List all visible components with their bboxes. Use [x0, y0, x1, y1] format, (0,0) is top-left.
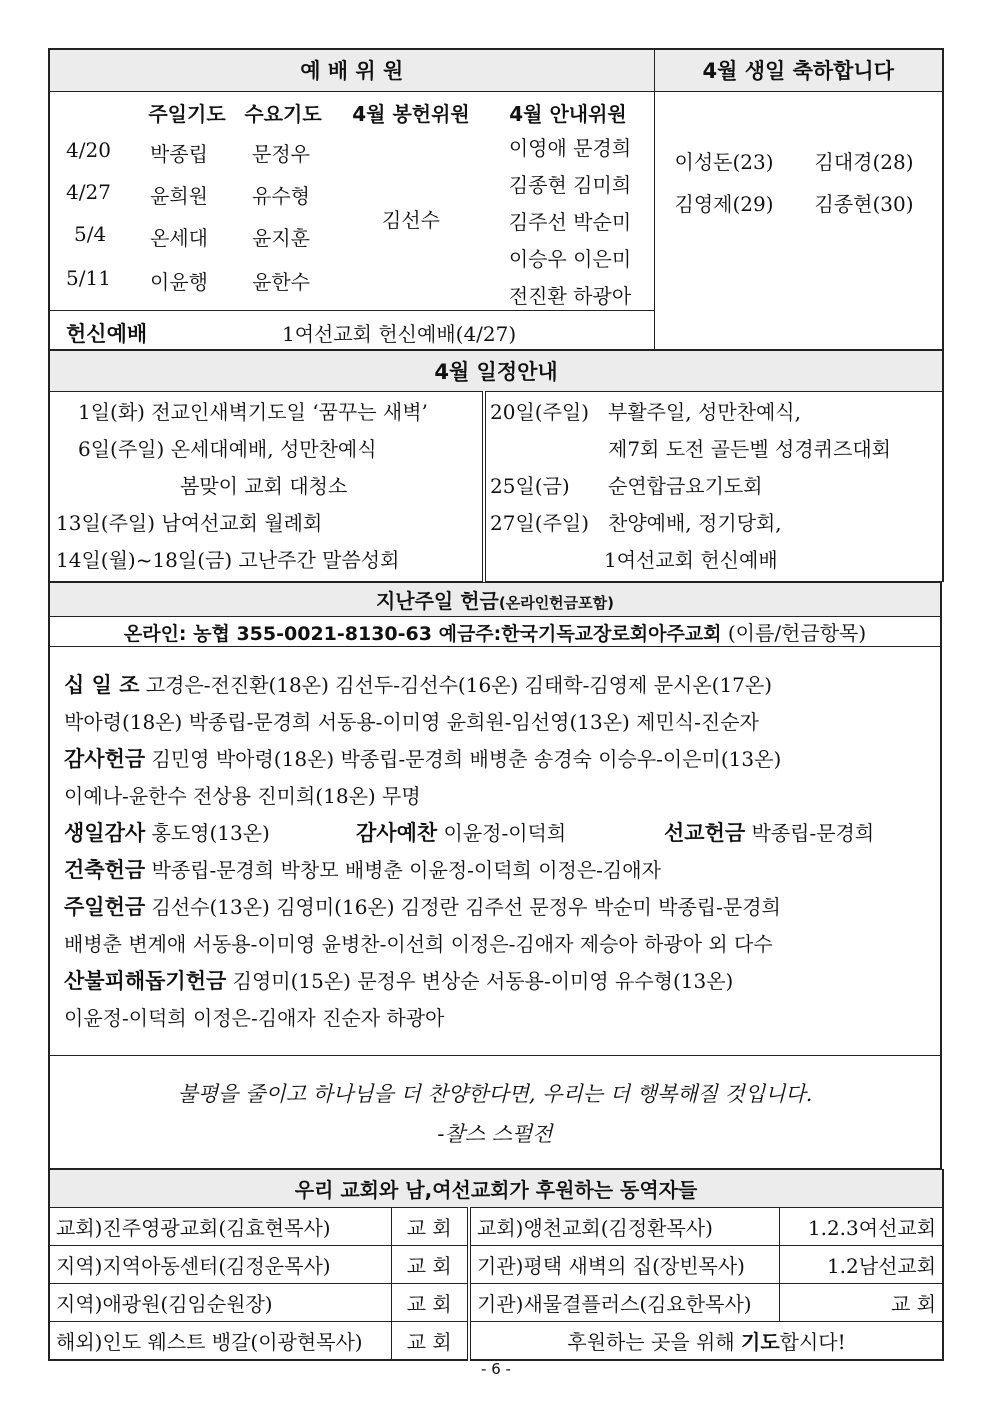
offering-details: [49, 646, 941, 1055]
row-sunday: 온세대: [150, 225, 208, 250]
schedule-item: 봄맞이 교회 대청소: [180, 473, 348, 498]
support-name: 기관)평택 새벽의 집(장빈목사): [469, 1245, 779, 1283]
usher-pair: 이승우 이은미: [508, 246, 632, 271]
support-sponsor: 교 회: [391, 1207, 469, 1245]
offering-title-cell: [49, 582, 941, 616]
row-wednesday: 문정우: [252, 141, 310, 166]
ushers-list: [498, 130, 642, 315]
mission-label: 선교헌금: [664, 820, 746, 845]
offering-title-small: (온라인헌금포함): [498, 593, 615, 612]
offering-title: 지난주일 헌금: [375, 588, 499, 613]
tithe-line: 고경은-전진환(18온) 김선두-김선수(16온) 김태학-김영제 문시온(17온): [139, 672, 773, 697]
schedule-text: 부활주일, 성만찬예식,: [608, 399, 801, 424]
support-title: 우리 교회와 남,여선교회가 후원하는 동역자들: [49, 1169, 943, 1207]
quote-text: 불평을 줄이고 하나님을 더 찬양한다면, 우리는 더 행복해질 것입니다.: [177, 1081, 813, 1106]
dedication-row: [50, 310, 654, 349]
schedule-left: [49, 391, 484, 581]
birthday-name: 이성돈(23): [674, 149, 774, 174]
birthday-thanks-label: 생일감사: [64, 820, 146, 845]
mission-text: 박종립-문경희: [745, 820, 875, 845]
row-wednesday: 윤한수: [252, 269, 310, 294]
usher-pair: 이영애 문경희: [508, 135, 632, 160]
schedule-text: 찬양예배, 정기당회,: [608, 510, 782, 535]
page-number: - 6 -: [481, 1360, 511, 1378]
schedule-item: 6일(주일) 온세대예배, 성만찬예식: [78, 436, 377, 461]
sunday-offering-label: 주일헌금: [64, 894, 146, 919]
row-date: 4/27: [66, 179, 111, 204]
support-sponsor: 교 회: [391, 1245, 469, 1283]
schedule-text: 순연합금요기도회: [608, 473, 763, 498]
support-name: 교회)앵천교회(김정환목사): [469, 1207, 779, 1245]
row-sunday: 윤희원: [150, 183, 208, 208]
support-name: 해외)인도 웨스트 뱅갈(이광현목사): [49, 1321, 391, 1360]
dedication-value: 1여선교회 헌신예배(4/27): [282, 321, 517, 346]
support-name: 교회)진주영광교회(김효현목사): [49, 1207, 391, 1245]
schedule-date: 25일(금): [490, 473, 570, 498]
offering-member: 김선수: [382, 207, 440, 232]
row-date: 5/11: [66, 265, 111, 290]
row-date: 5/4: [74, 221, 107, 246]
thanks-line: 이예나-윤한수 전상용 진미희(18온) 무명: [64, 783, 421, 808]
birthday-name: 김종현(30): [814, 191, 914, 216]
support-sponsor: 교 회: [391, 1283, 469, 1321]
wildfire-line: 이윤정-이덕희 이정은-김애자 진순자 하광아: [64, 1005, 445, 1030]
birthday-title: 4월 생일 축하합니다: [654, 49, 943, 91]
prayer-pre: 후원하는 곳을 위해: [567, 1329, 742, 1354]
support-name: 지역)지역아동센터(김정운목사): [49, 1245, 391, 1283]
online-account: 온라인: 농협 355-0021-8130-63 예금주:한국기독교장로회아주교회: [123, 622, 722, 645]
schedule-item: 13일(주일) 남여선교회 월례회: [56, 510, 323, 535]
wildfire-label: 산불피해돕기헌금: [64, 968, 227, 993]
row-sunday: 박종립: [150, 141, 208, 166]
support-name: 기관)새물결플러스(김요한목사): [469, 1283, 779, 1321]
schedule-date: 20일(주일): [490, 399, 590, 424]
online-note: (이름/헌금항목): [721, 620, 867, 645]
offering-table: [48, 582, 942, 1169]
support-sponsor: 1.2.3여선교회: [779, 1207, 943, 1245]
schedule-right: [484, 391, 943, 581]
worship-title: 예 배 위 원: [49, 49, 654, 91]
header-sunday-prayer: 주일기도: [148, 101, 226, 126]
support-name: 지역)애광원(김임순원장): [49, 1283, 391, 1321]
prayer-post: 합시다!: [779, 1329, 846, 1354]
birthday-panel: [654, 91, 943, 349]
birthday-thanks-text: 홍도영(13온): [145, 820, 270, 845]
birthday-name: 김대경(28): [814, 149, 914, 174]
quote-cell: [49, 1055, 941, 1168]
dedication-label: 헌신예배: [66, 321, 148, 346]
usher-pair: 전진환 하광아: [508, 283, 632, 308]
row-wednesday: 유수형: [252, 183, 310, 208]
sunday-offering-line: 김선수(13온) 김영미(16온) 김정란 김주선 문정우 박순미 박종립-문경희: [145, 894, 781, 919]
support-sponsor: 교 회: [779, 1283, 943, 1321]
support-sponsor: 교 회: [391, 1321, 469, 1360]
prayer-bold: 기도: [741, 1329, 780, 1354]
thanks-label: 감사헌금: [64, 746, 146, 771]
thanks-line: 김민영 박아령(18온) 박종립-문경희 배병춘 송경숙 이승우-이은미(13온): [145, 746, 782, 771]
wildfire-line: 김영미(15온) 문정우 변상순 서동용-이미영 유수형(13온): [226, 968, 734, 993]
building-text: 박종립-문경희 박창모 배병춘 이윤정-이덕희 이정은-김애자: [145, 857, 661, 882]
schedule-date: 27일(주일): [490, 510, 590, 535]
header-ushers: 4월 안내위원: [509, 101, 627, 126]
row-sunday: 이윤행: [150, 269, 208, 294]
birthday-name: 김영제(29): [674, 191, 774, 216]
online-account-row: [49, 616, 941, 646]
bulletin-page: [48, 48, 942, 1361]
choir-label: 감사예찬: [356, 820, 438, 845]
header-wednesday-prayer: 수요기도: [244, 101, 322, 126]
support-sponsor: 1.2남선교회: [779, 1245, 943, 1283]
schedule-text: 1여선교회 헌신예배: [604, 547, 778, 572]
support-table: [48, 1169, 944, 1361]
choir-text: 이윤정-이덕희: [437, 820, 567, 845]
schedule-text: 제7회 도전 골든벨 성경퀴즈대회: [608, 436, 891, 461]
schedule-table: [48, 350, 944, 582]
worship-panel: [49, 91, 654, 349]
quote-author: -찰스 스펄전: [437, 1121, 553, 1146]
sunday-offering-line: 배병춘 변계애 서동용-이미영 윤병찬-이선희 이정은-김애자 제승아 하광아 외 다수: [64, 931, 773, 956]
building-label: 건축헌금: [64, 857, 146, 882]
header-offering: 4월 봉헌위원: [352, 101, 470, 126]
usher-pair: 김종현 김미희: [508, 172, 632, 197]
schedule-item: 1일(화) 전교인새벽기도일 ‘꿈꾸는 새벽’: [78, 399, 428, 424]
row-wednesday: 윤지훈: [252, 225, 310, 250]
row-date: 4/20: [66, 137, 111, 162]
tithe-label: 십 일 조: [64, 672, 140, 697]
tithe-line: 박아령(18온) 박종립-문경희 서동용-이미영 윤희원-임선영(13온) 제민식-진순자: [64, 709, 759, 734]
schedule-item: 14일(월)~18일(금) 고난주간 말씀성회: [56, 547, 400, 572]
prayer-call: [469, 1321, 943, 1360]
worship-birthday-table: [48, 48, 944, 350]
usher-pair: 김주선 박순미: [508, 209, 632, 234]
schedule-title: 4월 일정안내: [49, 350, 943, 391]
